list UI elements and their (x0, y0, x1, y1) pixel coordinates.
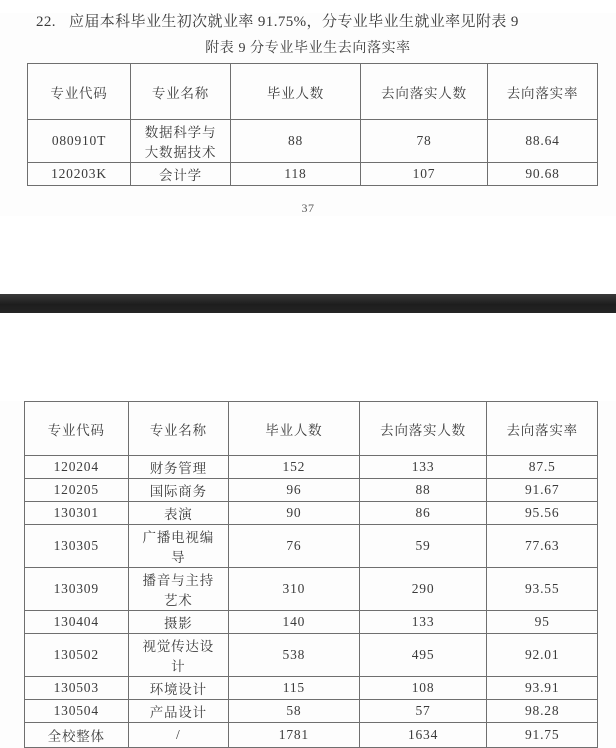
cell-major-name: 会计学 (131, 163, 231, 186)
heading-text: 应届本科毕业生初次就业率 91.75%，分专业毕业生就业率见附表 9 (68, 14, 519, 30)
column-header-placement-rate: 去向落实率 (488, 64, 598, 120)
table-row (28, 163, 598, 186)
cell-major-code: 全校整体 (25, 723, 129, 748)
heading-number: 22. (36, 14, 56, 30)
column-header-major-name: 专业名称 (131, 64, 231, 120)
table-row (25, 677, 598, 700)
cell-graduates: 115 (229, 677, 360, 700)
column-header-placement-rate: 去向落实率 (487, 402, 598, 456)
cell-major-name: 财务管理 (128, 456, 229, 479)
column-header-graduates: 毕业人数 (231, 64, 361, 120)
page-number: 37 (301, 201, 315, 215)
cell-graduates: 310 (229, 568, 360, 611)
cell-graduates: 76 (229, 525, 360, 568)
cell-major-name: 表演 (128, 502, 229, 525)
cell-graduates: 58 (229, 700, 360, 723)
cell-placement-rate: 98.28 (487, 700, 598, 723)
cell-placed-count: 88 (359, 479, 487, 502)
cell-major-code: 130503 (25, 677, 129, 700)
cell-placement-rate: 93.91 (487, 677, 598, 700)
table-header-row (28, 64, 598, 120)
cell-placement-rate: 93.55 (487, 568, 598, 611)
pdf-page-bottom (0, 401, 616, 748)
cell-major-name: 国际商务 (128, 479, 229, 502)
cell-placement-rate: 91.67 (487, 479, 598, 502)
table-row (25, 634, 598, 677)
cell-major-code: 130404 (25, 611, 129, 634)
cell-placed-count: 133 (359, 611, 487, 634)
table-row (25, 502, 598, 525)
cell-graduates: 90 (229, 502, 360, 525)
cell-major-code: 120203K (28, 163, 131, 186)
cell-graduates: 140 (229, 611, 360, 634)
cell-placement-rate: 87.5 (487, 456, 598, 479)
section-heading (36, 13, 616, 32)
cell-placed-count: 495 (359, 634, 487, 677)
column-header-major-name: 专业名称 (128, 402, 229, 456)
cell-placement-rate: 91.75 (487, 723, 598, 748)
column-header-graduates: 毕业人数 (229, 402, 360, 456)
cell-major-name: 摄影 (128, 611, 229, 634)
cell-placement-rate: 90.68 (488, 163, 598, 186)
cell-placed-count: 133 (359, 456, 487, 479)
cell-placed-count: 108 (359, 677, 487, 700)
cell-major-name: 数据科学与大数据技术 (131, 120, 231, 163)
table-row (25, 456, 598, 479)
pdf-page-top (0, 13, 616, 216)
table-row (25, 568, 598, 611)
cell-graduates: 538 (229, 634, 360, 677)
column-header-major-code: 专业代码 (25, 402, 129, 456)
cell-placed-count: 107 (361, 163, 488, 186)
cell-placement-rate: 95.56 (487, 502, 598, 525)
column-header-major-code: 专业代码 (28, 64, 131, 120)
table-row (28, 120, 598, 163)
table-caption: 附表 9 分专业毕业生去向落实率 (205, 41, 411, 56)
table-row (25, 700, 598, 723)
cell-graduates: 1781 (229, 723, 360, 748)
column-header-placed-count: 去向落实人数 (361, 64, 488, 120)
cell-major-code: 130504 (25, 700, 129, 723)
cell-placed-count: 59 (359, 525, 487, 568)
cell-major-name: 播音与主持艺术 (128, 568, 229, 611)
cell-major-name: / (128, 723, 229, 748)
cell-placement-rate: 95 (487, 611, 598, 634)
table-row (25, 479, 598, 502)
cell-major-name: 广播电视编导 (128, 525, 229, 568)
table-header-row (25, 402, 598, 456)
cell-major-code: 130301 (25, 502, 129, 525)
cell-graduates: 96 (229, 479, 360, 502)
cell-major-code: 120204 (25, 456, 129, 479)
cell-placed-count: 1634 (359, 723, 487, 748)
cell-placed-count: 290 (359, 568, 487, 611)
cell-placed-count: 78 (361, 120, 488, 163)
employment-table-page2 (24, 401, 598, 748)
cell-placed-count: 57 (359, 700, 487, 723)
cell-graduates: 88 (231, 120, 361, 163)
table-row-total (25, 723, 598, 748)
cell-major-code: 120205 (25, 479, 129, 502)
cell-placement-rate: 88.64 (488, 120, 598, 163)
page-separator-bar (0, 294, 616, 313)
cell-placement-rate: 92.01 (487, 634, 598, 677)
cell-major-code: 130502 (25, 634, 129, 677)
employment-table-page1 (27, 63, 598, 186)
cell-graduates: 152 (229, 456, 360, 479)
table-row (25, 525, 598, 568)
cell-placed-count: 86 (359, 502, 487, 525)
cell-major-name: 视觉传达设计 (128, 634, 229, 677)
cell-major-code: 080910T (28, 120, 131, 163)
cell-major-name: 环境设计 (128, 677, 229, 700)
cell-major-code: 130309 (25, 568, 129, 611)
table-row (25, 611, 598, 634)
cell-major-code: 130305 (25, 525, 129, 568)
column-header-placed-count: 去向落实人数 (359, 402, 487, 456)
cell-placement-rate: 77.63 (487, 525, 598, 568)
cell-graduates: 118 (231, 163, 361, 186)
cell-major-name: 产品设计 (128, 700, 229, 723)
